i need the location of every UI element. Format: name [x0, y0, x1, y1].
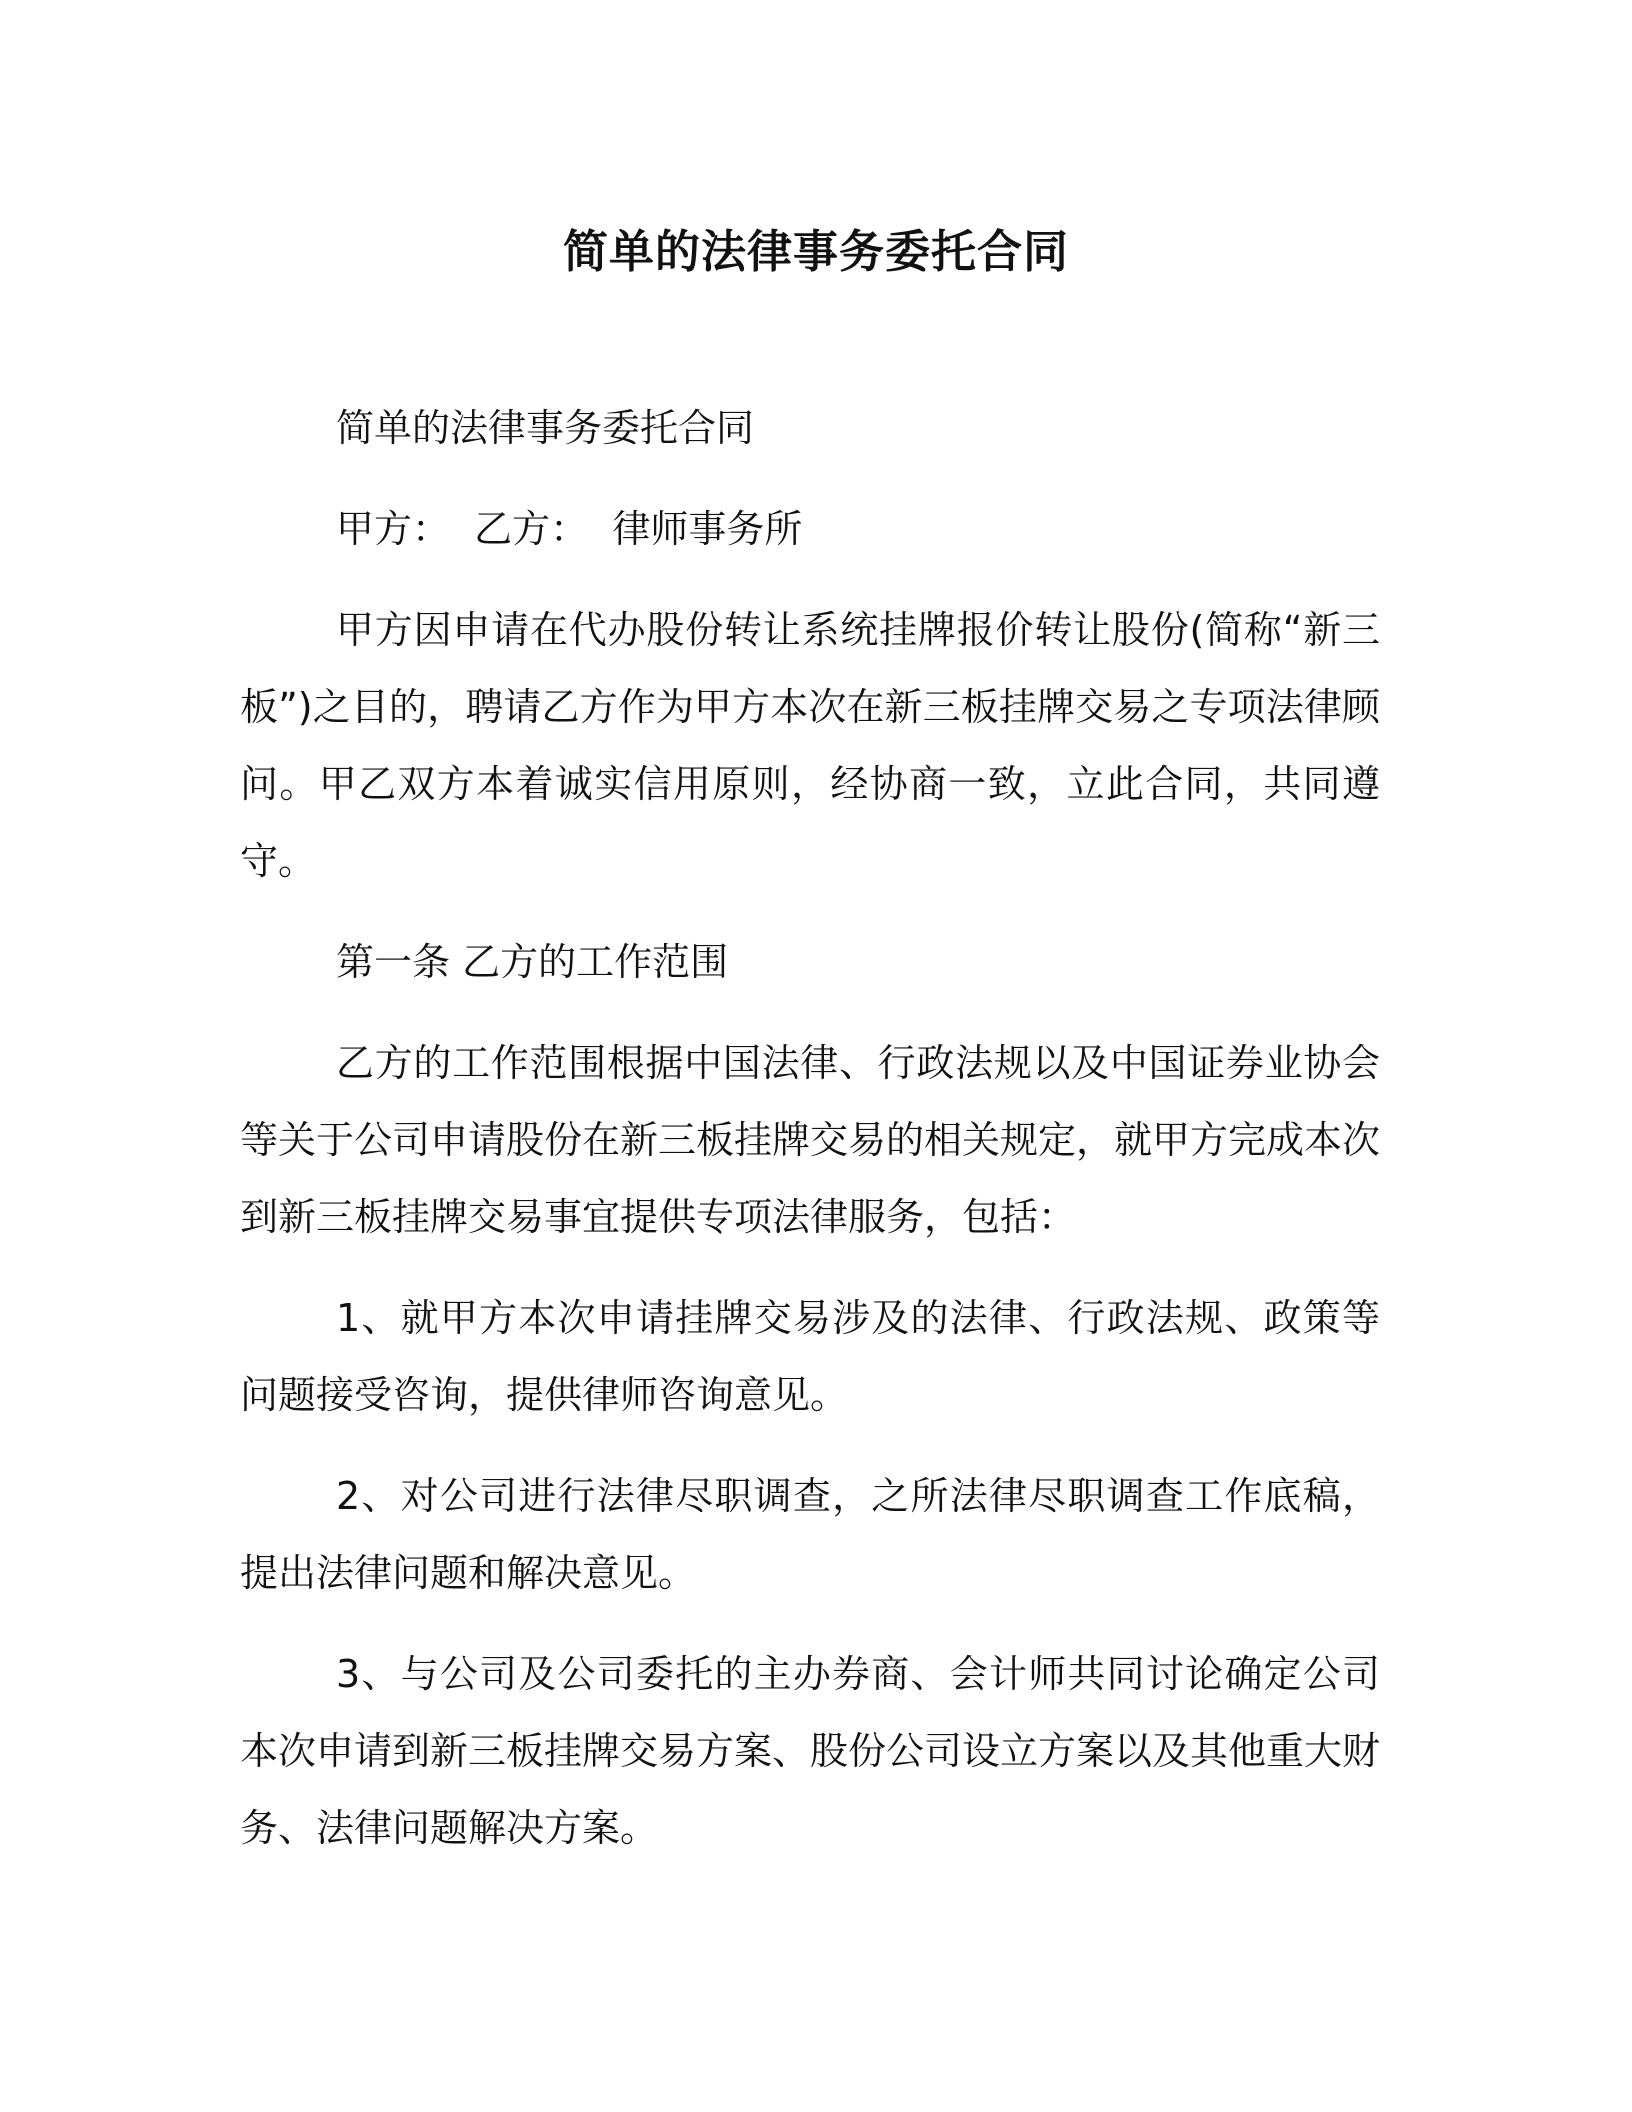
document-body [240, 390, 1380, 1891]
paragraph-subtitle: 简单的法律事务委托合同 [336, 406, 755, 450]
document-title: 简单的法律事务委托合同 [562, 225, 1069, 278]
article-heading: 第一条 乙方的工作范围 [336, 940, 729, 984]
paragraph-parties: 甲方： 乙方： 律师事务所 [336, 507, 803, 551]
paragraph-preamble: 甲方因申请在代办股份转让系统挂牌报价转让股份(简称“新三板”)之目的，聘请乙方作为甲方本次在新三板挂牌交易之专项法律顾问。甲乙双方本着诚实信用原则，经协商一致，立此合同，共同遵守。 [240, 608, 1380, 883]
paragraph-scope: 乙方的工作范围根据中国法律、行政法规以及中国证券业协会等关于公司申请股份在新三板挂牌交易的相关规定，就甲方完成本次到新三板挂牌交易事宜提供专项法律服务，包括： [240, 1041, 1381, 1239]
list-item-3: 3、与公司及公司委托的主办券商、会计师共同讨论确定公司本次申请到新三板挂牌交易方案、股份公司设立方案以及其他重大财务、法律问题解决方案。 [240, 1652, 1381, 1850]
list-item-2: 2、对公司进行法律尽职调查，之所法律尽职调查工作底稿，提出法律问题和解决意见。 [240, 1474, 1380, 1595]
list-item-1: 1、就甲方本次申请挂牌交易涉及的法律、行政法规、政策等问题接受咨询，提供律师咨询意见。 [240, 1296, 1380, 1417]
